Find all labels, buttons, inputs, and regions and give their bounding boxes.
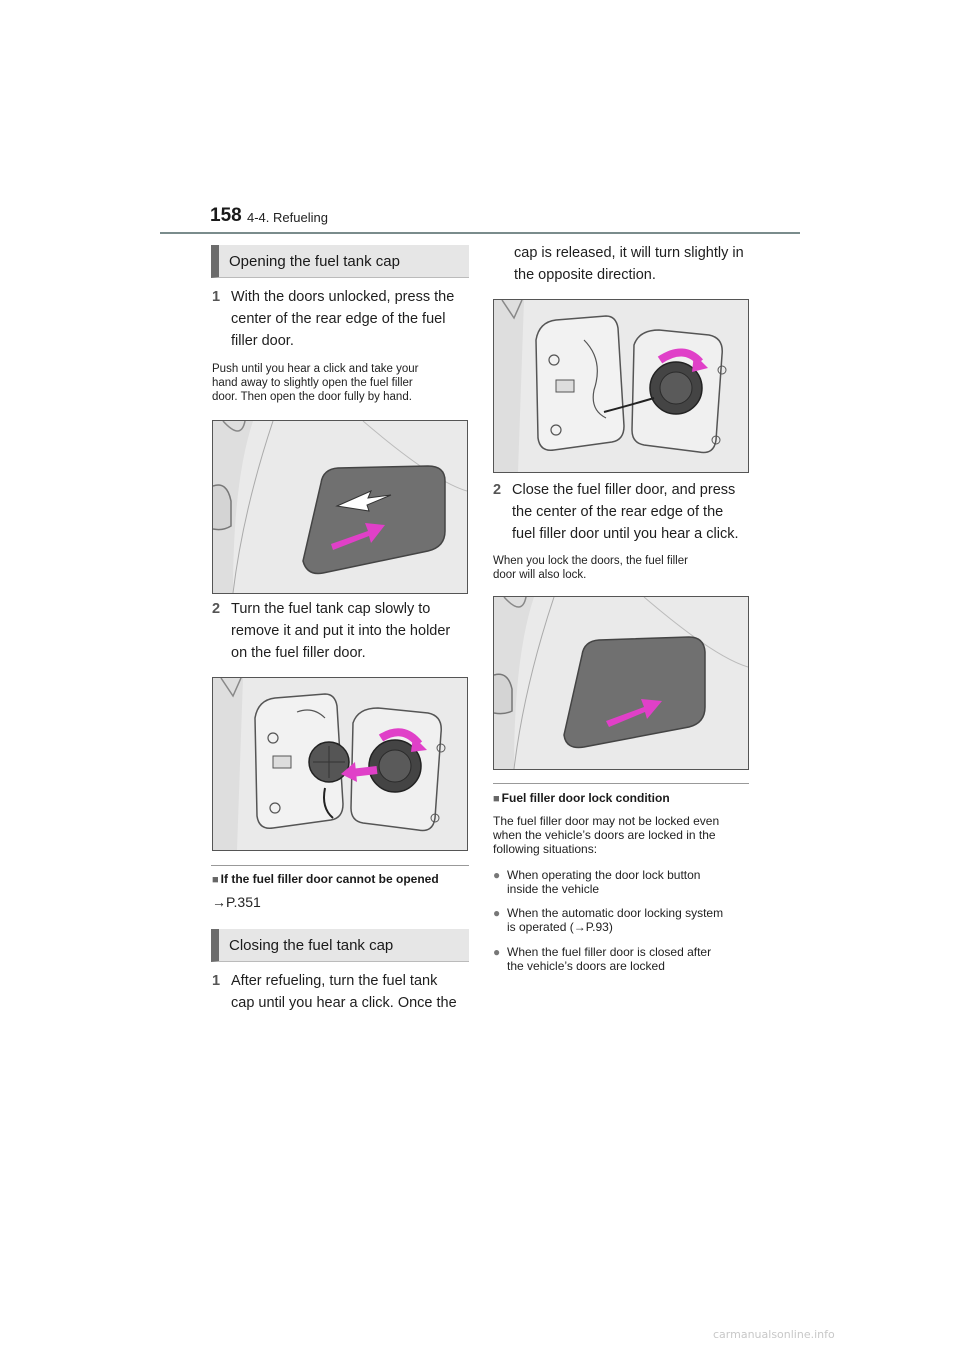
sub-heading-cannot-open bbox=[212, 872, 439, 886]
closing-step-2 bbox=[493, 479, 755, 545]
step-number: 1 bbox=[212, 973, 221, 989]
step-text-line: center of the rear edge of the fuel bbox=[231, 311, 446, 327]
step-text-line: the opposite direction. bbox=[514, 267, 656, 283]
list-item bbox=[493, 906, 755, 934]
list-item bbox=[493, 868, 755, 896]
bullet-text-line: When the fuel filler door is closed after bbox=[507, 945, 712, 959]
header-rule bbox=[160, 232, 800, 234]
bullet-dot-icon: ● bbox=[493, 868, 501, 882]
section-divider bbox=[211, 865, 469, 866]
step-text-line: filler door. bbox=[231, 333, 294, 349]
step-text-line: on the fuel filler door. bbox=[231, 645, 366, 661]
note-line: door. Then open the door fully by hand. bbox=[212, 391, 412, 403]
closing-heading bbox=[211, 929, 469, 962]
lock-condition-intro bbox=[493, 814, 755, 856]
step-number: 2 bbox=[212, 601, 221, 617]
square-bullet-icon: ■ bbox=[212, 874, 219, 886]
press-fuel-door-illustration bbox=[212, 420, 468, 594]
step-number: 1 bbox=[212, 289, 221, 305]
note-line: following situations: bbox=[493, 842, 598, 856]
step-text-line: remove it and put it into the holder bbox=[231, 623, 451, 639]
closing-heading-text: Closing the fuel tank cap bbox=[229, 936, 394, 954]
note-line: Push until you hear a click and take your bbox=[212, 363, 419, 375]
note-line: The fuel filler door may not be locked even bbox=[493, 814, 720, 828]
section-divider bbox=[493, 783, 749, 784]
step-text-line: Turn the fuel tank cap slowly to bbox=[231, 601, 431, 617]
step-text-line: fuel filler door until you hear a click. bbox=[512, 526, 739, 542]
step-text-line: After refueling, turn the fuel tank bbox=[231, 973, 438, 989]
step-text-line: With the doors unlocked, press the bbox=[231, 289, 455, 305]
opening-note bbox=[212, 362, 472, 404]
step-text-line: cap until you hear a click. Once the bbox=[231, 995, 457, 1011]
bullet-text-line: When operating the door lock button bbox=[507, 868, 701, 882]
page-number: 158 bbox=[210, 205, 242, 226]
bullet-text-line: the vehicle’s doors are locked bbox=[507, 959, 665, 973]
sub-heading-text: If the fuel filler door cannot be opened bbox=[220, 872, 439, 886]
step-text-line: cap is released, it will turn slightly in bbox=[514, 245, 744, 261]
opening-step-2 bbox=[212, 598, 472, 664]
footer-watermark: carmanualsonline.info bbox=[713, 1328, 835, 1341]
square-bullet-icon: ■ bbox=[493, 793, 500, 805]
note-line: hand away to slightly open the fuel filler bbox=[212, 377, 413, 389]
remove-cap-illustration bbox=[212, 677, 468, 851]
bullet-text-line[interactable]: is operated (→P.93) bbox=[507, 920, 613, 934]
step-number: 2 bbox=[493, 482, 502, 498]
cap-release-illustration bbox=[493, 299, 749, 473]
step-text-line: the center of the rear edge of the bbox=[512, 504, 724, 520]
bullet-text-line: inside the vehicle bbox=[507, 882, 600, 896]
close-fuel-door-illustration bbox=[493, 596, 749, 770]
closing-step-1 bbox=[212, 970, 472, 1014]
bullet-dot-icon: ● bbox=[493, 945, 501, 959]
sub-heading-lock-condition bbox=[493, 791, 670, 805]
note-line: when the vehicle’s doors are locked in the bbox=[493, 828, 716, 842]
note-line: When you lock the doors, the fuel filler bbox=[493, 555, 688, 567]
step-text-line: Close the fuel filler door, and press bbox=[512, 482, 736, 498]
closing-note bbox=[493, 554, 753, 582]
opening-heading-text: Opening the fuel tank cap bbox=[229, 252, 400, 270]
closing-step-1-continued bbox=[495, 242, 755, 286]
list-item bbox=[493, 945, 755, 973]
bullet-text-line: When the automatic door locking system bbox=[507, 906, 724, 920]
opening-heading bbox=[211, 245, 469, 278]
opening-step-1 bbox=[212, 286, 472, 352]
page-reference-link[interactable]: →P.351 bbox=[212, 894, 261, 910]
note-line: door will also lock. bbox=[493, 569, 587, 581]
section-label: 4-4. Refueling bbox=[247, 210, 328, 225]
sub-heading-text: Fuel filler door lock condition bbox=[501, 791, 670, 805]
bullet-dot-icon: ● bbox=[493, 906, 501, 920]
